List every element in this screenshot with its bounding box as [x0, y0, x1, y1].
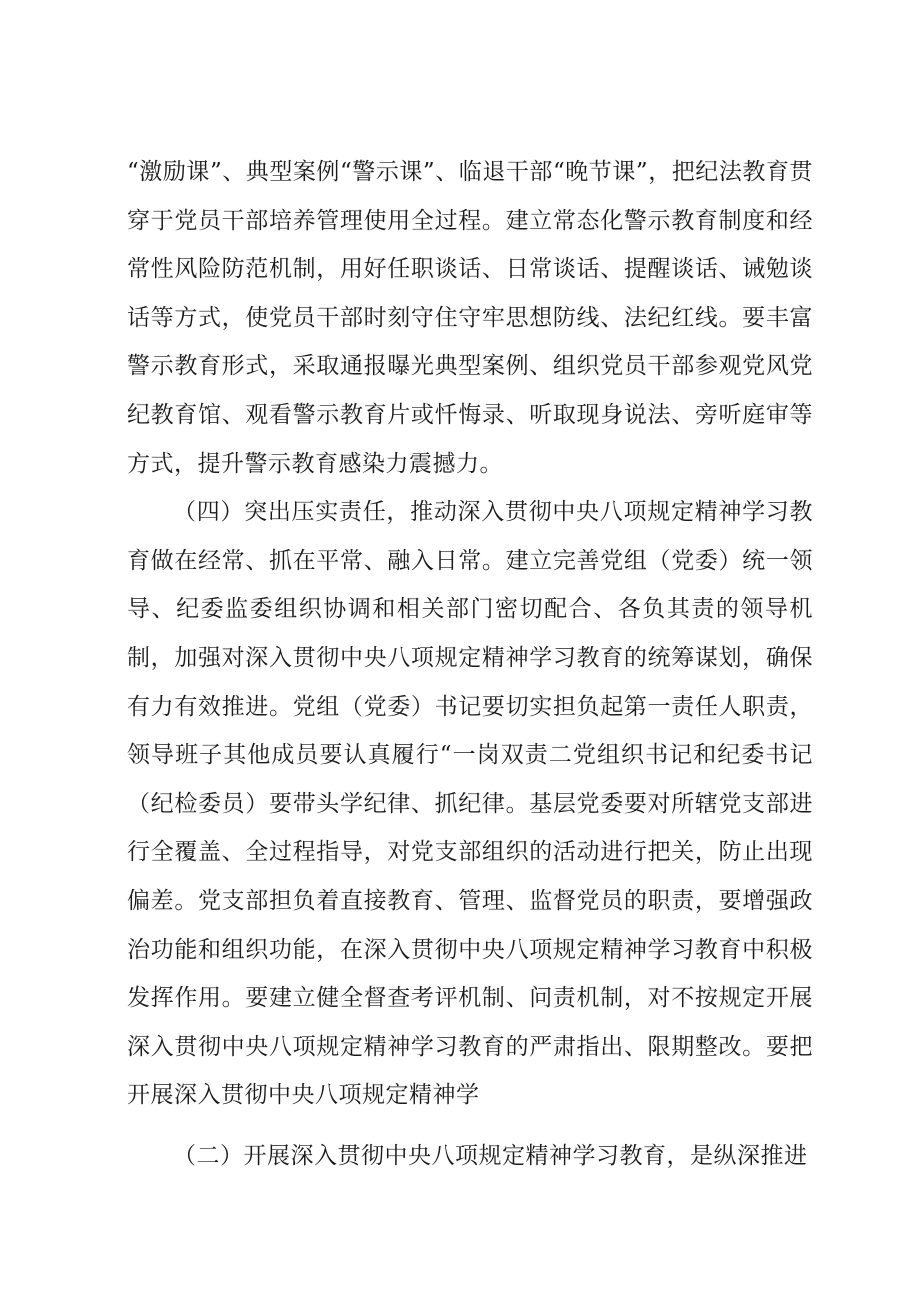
paragraph-1: “激励课”、典型案例“警示课”、临退干部“晚节课”，把纪法教育贯穿于党员干部培养管理使用全过程。建立常态化警示教育制度和经常性风险防范机制，用好任职谈话、日常谈话、提醒谈话、诫勉谈话等方式，使党员干部时刻守住守牢思想防线、法纪红线。要丰富警示教育形式，采取通报曝光典型案例、组织党员干部参观党风党纪教育馆、观看警示教育片或忏悔录、听取现身说法、旁听庭审等方式，提升警示教育感染力震撼力。: [127, 159, 813, 477]
paragraph-3-section-two: （二）开展深入贯彻中央八项规定精神学习教育，是纵深推进: [173, 1142, 808, 1169]
paragraph-2-section-four: （四）突出压实责任，推动深入贯彻中央八项规定精神学习教育做在经常、抓在平常、融入日常。建立完善党组（党委）统一领导、纪委监委组织协调和相关部门密切配合、各负其责的领导机制，加强对深入贯彻中央八项规定精神学习教育的统筹谋划，确保有力有效推进。党组（党委）书记要切实担负起第一责任人职责，领导班子其他成员要认真履行“一岗双责二党组织书记和纪委书记（纪检委员）要带头学纪律、抓纪律。基层党委要对所辖党支部进行全覆盖、全过程指导，对党支部组织的活动进行把关，防止出现偏差。党支部担负着直接教育、管理、监督党员的职责，要增强政治功能和组织功能，在深入贯彻中央八项规定精神学习教育中积极发挥作用。要建立健全督查考评机制、问责机制，对不按规定开展深入贯彻中央八项规定精神学习教育的严肃指出、限期整改。要把开展深入贯彻中央八项规定精神学: [127, 499, 813, 1109]
document-body: [127, 148, 813, 1180]
